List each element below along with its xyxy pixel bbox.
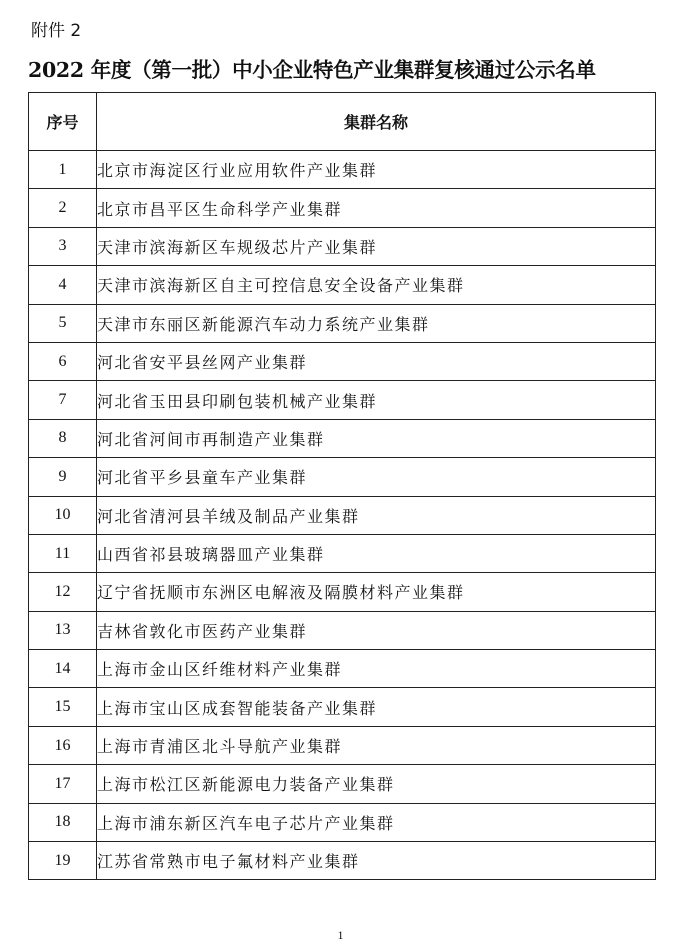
table-row <box>29 611 656 649</box>
table-row <box>29 419 656 457</box>
cluster-name: 江苏省常熟市电子氟材料产业集群 <box>97 842 656 880</box>
row-number: 12 <box>29 573 97 611</box>
cluster-name: 天津市东丽区新能源汽车动力系统产业集群 <box>97 304 656 342</box>
row-number: 11 <box>29 534 97 572</box>
row-number: 18 <box>29 803 97 841</box>
table-row <box>29 688 656 726</box>
table-row <box>29 842 656 880</box>
row-number: 19 <box>29 842 97 880</box>
row-number: 3 <box>29 227 97 265</box>
cluster-name: 上海市松江区新能源电力装备产业集群 <box>97 765 656 803</box>
cluster-name: 北京市海淀区行业应用软件产业集群 <box>97 151 656 189</box>
row-number: 9 <box>29 458 97 496</box>
row-number: 5 <box>29 304 97 342</box>
cluster-name: 天津市滨海新区自主可控信息安全设备产业集群 <box>97 266 656 304</box>
table-row <box>29 227 656 265</box>
table-row <box>29 650 656 688</box>
cluster-table <box>28 92 656 880</box>
row-number: 17 <box>29 765 97 803</box>
row-number: 14 <box>29 650 97 688</box>
column-header-cluster-name: 集群名称 <box>97 93 656 151</box>
cluster-name: 山西省祁县玻璃器皿产业集群 <box>97 534 656 572</box>
column-header-number: 序号 <box>29 93 97 151</box>
cluster-name: 天津市滨海新区车规级芯片产业集群 <box>97 227 656 265</box>
table-header-row <box>29 93 656 151</box>
table-row <box>29 573 656 611</box>
row-number: 10 <box>29 496 97 534</box>
row-number: 16 <box>29 726 97 764</box>
cluster-name: 上海市宝山区成套智能装备产业集群 <box>97 688 656 726</box>
row-number: 7 <box>29 381 97 419</box>
row-number: 8 <box>29 419 97 457</box>
table-row <box>29 803 656 841</box>
table-header <box>29 93 656 151</box>
table-row <box>29 342 656 380</box>
cluster-name: 上海市浦东新区汽车电子芯片产业集群 <box>97 803 656 841</box>
cluster-name: 辽宁省抚顺市东洲区电解液及隔膜材料产业集群 <box>97 573 656 611</box>
table-row <box>29 496 656 534</box>
table-row <box>29 304 656 342</box>
cluster-name: 吉林省敦化市医药产业集群 <box>97 611 656 649</box>
cluster-name: 河北省清河县羊绒及制品产业集群 <box>97 496 656 534</box>
cluster-name: 上海市青浦区北斗导航产业集群 <box>97 726 656 764</box>
document-title: 2022 年度（第一批）中小企业特色产业集群复核通过公示名单 <box>28 58 596 82</box>
page-number: 1 <box>337 928 344 942</box>
table-row <box>29 458 656 496</box>
table-row <box>29 151 656 189</box>
cluster-name: 河北省安平县丝网产业集群 <box>97 342 656 380</box>
attachment-label: 附件 2 <box>31 21 82 41</box>
table-row <box>29 266 656 304</box>
table-row <box>29 765 656 803</box>
table-row <box>29 381 656 419</box>
row-number: 13 <box>29 611 97 649</box>
row-number: 15 <box>29 688 97 726</box>
table-row <box>29 726 656 764</box>
row-number: 2 <box>29 189 97 227</box>
table-row <box>29 534 656 572</box>
row-number: 4 <box>29 266 97 304</box>
row-number: 6 <box>29 342 97 380</box>
table-row <box>29 189 656 227</box>
row-number: 1 <box>29 151 97 189</box>
cluster-name: 上海市金山区纤维材料产业集群 <box>97 650 656 688</box>
cluster-name: 北京市昌平区生命科学产业集群 <box>97 189 656 227</box>
cluster-name: 河北省河间市再制造产业集群 <box>97 419 656 457</box>
cluster-name: 河北省平乡县童车产业集群 <box>97 458 656 496</box>
cluster-name: 河北省玉田县印刷包装机械产业集群 <box>97 381 656 419</box>
table-body <box>29 151 656 880</box>
